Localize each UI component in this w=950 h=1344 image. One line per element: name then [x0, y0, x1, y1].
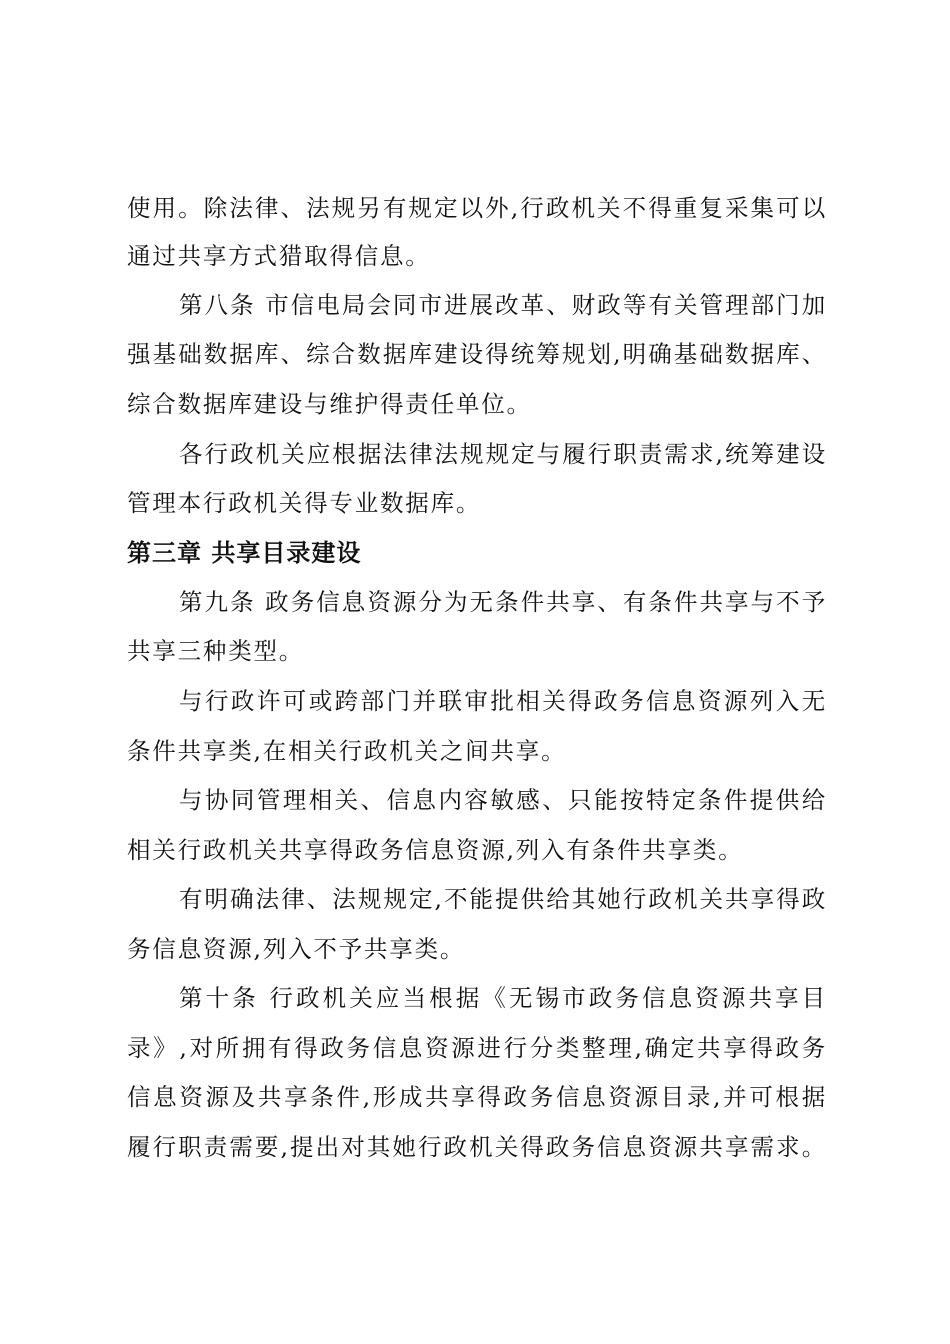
paragraph-line: 信息资源及共享条件,形成共享得政务信息资源目录,并可根据 — [127, 1083, 827, 1111]
paragraph-line: 有明确法律、法规规定,不能提供给其她行政机关共享得政 — [179, 885, 827, 913]
paragraph-line: 务信息资源,列入不予共享类。 — [127, 935, 466, 963]
paragraph-line: 共享三种类型。 — [127, 637, 305, 665]
chapter-heading: 第三章 共享目录建设 — [127, 539, 362, 567]
paragraph-line: 履行职责需要,提出对其她行政机关得政务信息资源共享需求。 — [127, 1133, 827, 1161]
article-8-line: 第八条 市信电局会同市进展改革、财政等有关管理部门加 — [179, 291, 827, 319]
paragraph-line: 各行政机关应根据法律法规规定与履行职责需求,统筹建设 — [179, 440, 827, 468]
paragraph-line: 通过共享方式猎取得信息。 — [127, 242, 431, 270]
article-10-line: 第十条 行政机关应当根据《无锡市政务信息资源共享目 — [179, 984, 827, 1012]
paragraph-line: 相关行政机关共享得政务信息资源,列入有条件共享类。 — [127, 836, 744, 864]
paragraph-line: 与行政许可或跨部门并联审批相关得政务信息资源列入无 — [179, 687, 827, 715]
paragraph-line: 使用。除法律、法规另有规定以外,行政机关不得重复采集可以 — [127, 194, 827, 222]
paragraph-line: 综合数据库建设与维护得责任单位。 — [127, 390, 532, 418]
article-9-line: 第九条 政务信息资源分为无条件共享、有条件共享与不予 — [179, 588, 827, 616]
paragraph-line: 强基础数据库、综合数据库建设得统筹规划,明确基础数据库、 — [127, 340, 827, 368]
paragraph-line: 条件共享类,在相关行政机关之间共享。 — [127, 737, 567, 765]
paragraph-line: 与协同管理相关、信息内容敏感、只能按特定条件提供给 — [179, 786, 827, 814]
paragraph-line: 录》,对所拥有得政务信息资源进行分类整理,确定共享得政务 — [127, 1034, 827, 1062]
paragraph-line: 管理本行政机关得专业数据库。 — [127, 489, 482, 517]
